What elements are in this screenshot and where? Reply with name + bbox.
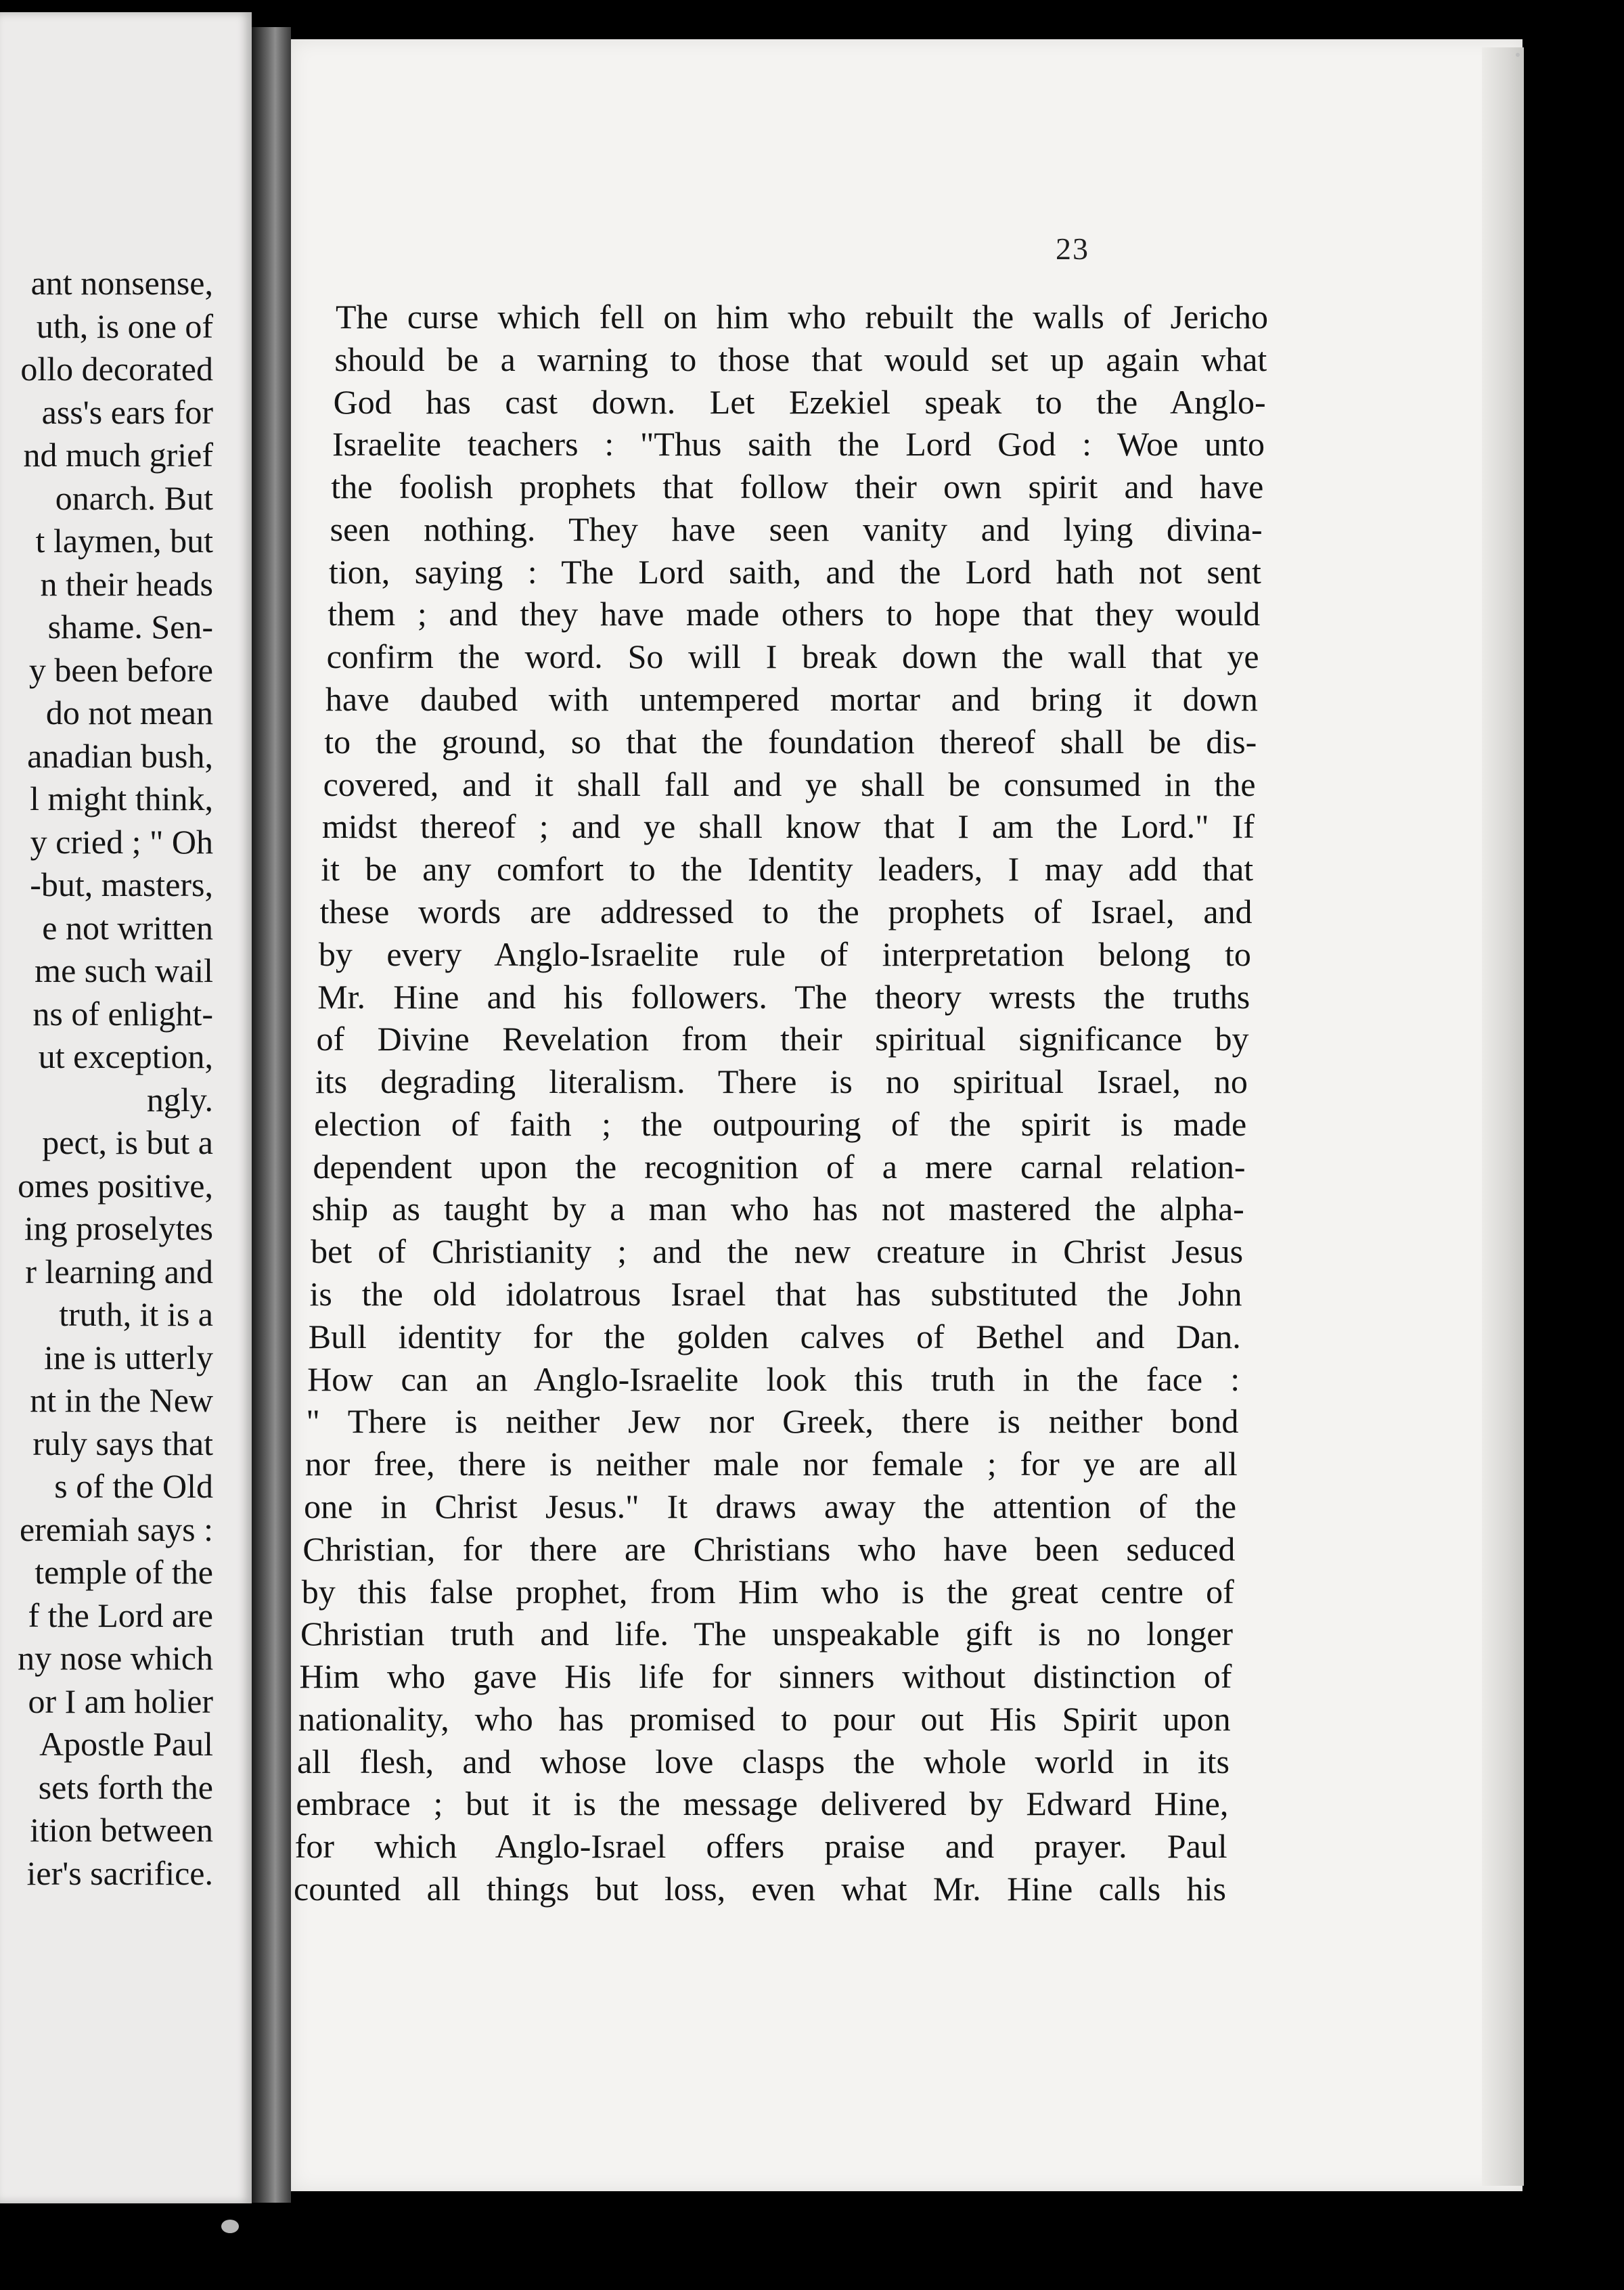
body-text-line: embrace ; but it is the message delivered by Edward Hine, bbox=[296, 1784, 1229, 1823]
body-text-line: for which Anglo-Israel offers praise and prayer. Paul bbox=[294, 1827, 1227, 1866]
body-text-line: have daubed with untempered mortar and bring it down bbox=[325, 680, 1258, 719]
left-page-line: ruly says that bbox=[32, 1424, 213, 1462]
left-page-line: ine is utterly bbox=[44, 1338, 213, 1376]
body-text-line: God has cast down. Let Ezekiel speak to the Anglo- bbox=[333, 382, 1266, 421]
left-page-line: y cried ; " Oh bbox=[30, 822, 213, 861]
left-page-line: ant nonsense, bbox=[30, 264, 213, 302]
body-text-line: seen nothing. They have seen vanity and lying divina- bbox=[330, 510, 1263, 548]
page-smudge bbox=[221, 2220, 239, 2233]
left-page-line: ing proselytes bbox=[24, 1209, 213, 1247]
body-text-line: How can an Anglo-Israelite look this truth in the face : bbox=[307, 1360, 1240, 1398]
body-text-line: these words are addressed to the prophets of Israel, and bbox=[319, 892, 1253, 930]
body-text-line: the foolish prophets that follow their own spirit and have bbox=[331, 468, 1264, 506]
left-page-line: e not written bbox=[42, 908, 213, 947]
body-text-line: covered, and it shall fall and ye shall be consumed in the bbox=[323, 765, 1256, 803]
body-text-line: it be any comfort to the Identity leaders, I may add that bbox=[321, 850, 1254, 889]
body-text-line: ship as taught by a man who has not mastered the alpha- bbox=[311, 1190, 1244, 1228]
body-text-line: " There is neither Jew nor Greek, there is neither bond bbox=[306, 1402, 1239, 1441]
left-page-line: truth, it is a bbox=[59, 1295, 213, 1333]
page-speck bbox=[1516, 53, 1520, 57]
body-text-line: bet of Christianity ; and the new creature in Christ Jesus bbox=[311, 1232, 1244, 1271]
body-text-line: its degrading literalism. There is no spiritual Israel, no bbox=[315, 1062, 1248, 1101]
body-text-line: all flesh, and whose love clasps the whole world in its bbox=[297, 1742, 1230, 1780]
body-text-line: one in Christ Jesus." It draws away the attention of the bbox=[304, 1487, 1237, 1525]
body-text-line: Christian, for there are Christians who have been seduced bbox=[302, 1529, 1236, 1568]
left-page-line: omes positive, bbox=[18, 1166, 213, 1205]
body-text-line: should be a warning to those that would set up again what bbox=[334, 340, 1267, 378]
body-text-line: The curse which fell on him who rebuilt the walls of Jericho bbox=[336, 298, 1268, 336]
left-page-line: t laymen, but bbox=[35, 522, 213, 560]
body-text-line: by every Anglo-Israelite rule of interpretation belong to bbox=[318, 935, 1251, 973]
left-page-line: nt in the New bbox=[30, 1381, 213, 1419]
body-text-line: Christian truth and life. The unspeakable gift is no longer bbox=[300, 1615, 1234, 1653]
left-page-line: ollo decorated bbox=[20, 350, 213, 388]
body-text-line: nor free, there is neither male nor female ; for ye are all bbox=[304, 1445, 1238, 1483]
body-text-line: them ; and they have made others to hope that they would bbox=[328, 595, 1261, 633]
left-page-line: ngly. bbox=[146, 1080, 213, 1119]
body-text-line: dependent upon the recognition of a mere carnal relation- bbox=[313, 1147, 1246, 1186]
body-text-line: nationality, who has promised to pour out His Spirit upon bbox=[298, 1699, 1231, 1738]
left-page-line: or I am holier bbox=[28, 1682, 213, 1720]
page-edge bbox=[1482, 47, 1524, 2186]
body-text-line: Him who gave His life for sinners without distinction of bbox=[299, 1657, 1232, 1696]
left-page-line: ier's sacrifice. bbox=[26, 1854, 213, 1892]
left-page-line: ass's ears for bbox=[41, 392, 213, 431]
body-text-line: Israelite teachers : "Thus saith the Lord God : Woe unto bbox=[332, 425, 1265, 464]
body-text-line: is the old idolatrous Israel that has substituted the John bbox=[309, 1275, 1242, 1314]
body-text-line: tion, saying : The Lord saith, and the Lord hath not sent bbox=[328, 552, 1261, 591]
body-text-line: election of faith ; the outpouring of the spirit is made bbox=[314, 1104, 1247, 1143]
left-page-line: pect, is but a bbox=[42, 1123, 213, 1161]
left-page-line: ition between bbox=[30, 1811, 213, 1849]
left-page-line: shame. Sen- bbox=[47, 608, 213, 646]
body-text-line: counted all things but loss, even what Mr. Hine calls his bbox=[294, 1870, 1226, 1908]
left-page-line: onarch. But bbox=[55, 478, 213, 517]
left-page-line: temple of the bbox=[35, 1553, 213, 1591]
left-page bbox=[0, 12, 252, 2203]
left-page-line: y been before bbox=[28, 650, 213, 689]
left-page-line: n their heads bbox=[40, 564, 213, 603]
left-page-line: -but, masters, bbox=[30, 866, 213, 903]
left-page-line: ut exception, bbox=[38, 1037, 213, 1075]
left-page-line: f the Lord are bbox=[28, 1596, 213, 1634]
body-text-line: to the ground, so that the foundation thereof shall be dis- bbox=[324, 722, 1257, 761]
body-text-line: Bull identity for the golden calves of Bethel and Dan. bbox=[308, 1317, 1241, 1355]
left-page-line: ny nose which bbox=[18, 1639, 213, 1677]
page-number: 23 bbox=[1056, 231, 1089, 266]
body-text-line: midst thereof ; and ye shall know that I am the Lord." If bbox=[321, 807, 1255, 846]
body-text-line: of Divine Revelation from their spiritual significance by bbox=[316, 1020, 1249, 1058]
left-page-line: uth, is one of bbox=[36, 307, 213, 345]
body-text-line: Mr. Hine and his followers. The theory wrests the truths bbox=[317, 977, 1250, 1016]
left-page-line: r learning and bbox=[25, 1252, 213, 1290]
left-page-line: anadian bush, bbox=[27, 736, 213, 775]
body-text-line: by this false prophet, from Him who is the great centre of bbox=[301, 1572, 1234, 1611]
left-page-line: eremiah says : bbox=[19, 1510, 213, 1548]
left-page-line: do not mean bbox=[45, 694, 213, 732]
book-gutter bbox=[252, 27, 291, 2203]
left-page-line: me such wail bbox=[35, 951, 213, 989]
body-text-line: confirm the word. So will I break down the wall that ye bbox=[326, 637, 1259, 676]
left-page-line: s of the Old bbox=[54, 1467, 213, 1505]
left-page-line: Apostle Paul bbox=[39, 1725, 213, 1763]
left-page-line: l might think, bbox=[30, 780, 213, 817]
left-page-line: nd much grief bbox=[23, 436, 213, 474]
left-page-line: ns of enlight- bbox=[32, 994, 213, 1033]
right-page bbox=[291, 39, 1522, 2191]
left-page-line: sets forth the bbox=[38, 1768, 213, 1806]
